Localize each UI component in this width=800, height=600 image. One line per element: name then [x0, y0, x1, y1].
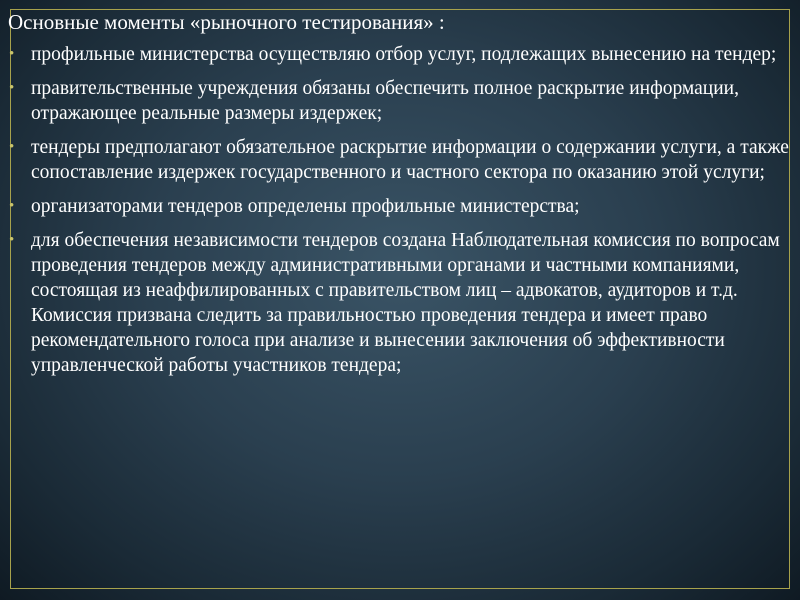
bullet-item	[9, 135, 795, 185]
bullet-dot-icon: •	[9, 46, 15, 62]
bullet-dot-icon: •	[9, 80, 15, 96]
bullet-text: тендеры предполагают обязательное раскрытие информации о содержании услуги, а также сопоставление издержек государственного и частного сектора по оказанию этой услуги;	[31, 137, 789, 183]
bullet-text: профильные министерства осуществляю отбор услуг, подлежащих вынесению на тендер;	[31, 44, 777, 65]
bullet-item	[9, 228, 795, 378]
bullet-item	[9, 42, 795, 67]
bullet-item	[9, 76, 795, 126]
bullet-text: правительственные учреждения обязаны обеспечить полное раскрытие информации, отражающее реальные размеры издержек;	[31, 78, 739, 124]
bullet-text: организаторами тендеров определены профильные министерства;	[31, 196, 580, 217]
slide-title: Основные моменты «рыночного тестирования» :	[8, 10, 445, 34]
bullet-dot-icon: •	[9, 232, 15, 248]
bullet-item	[9, 194, 795, 219]
bullet-dot-icon: •	[9, 139, 15, 155]
bullet-text: для обеспечения независимости тендеров создана Наблюдательная комиссия по вопросам проведения тендеров между административными органами и частными компаниями, состоящая из неаффилированных с правительством лиц – адвокатов, аудиторов и т.д. Комиссия призвана следить за правильностью проведения тендера и имеет право рекомендательного голоса при анализе и вынесении заключения об эффективности управленческой работы участников тендера;	[31, 230, 780, 376]
bullet-dot-icon: •	[9, 198, 15, 214]
bullet-list	[9, 42, 795, 387]
